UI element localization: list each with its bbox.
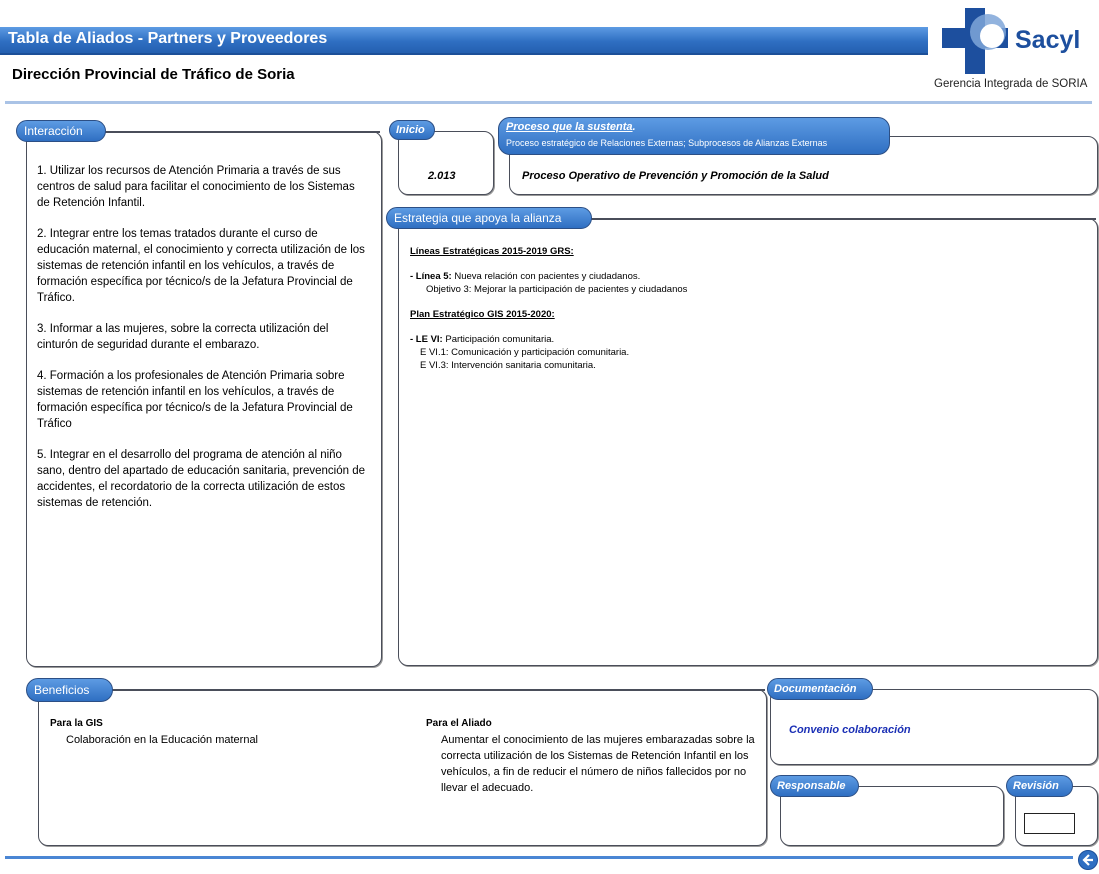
inicio-panel — [398, 131, 494, 195]
list-item: 5. Integrar en el desarrollo del programa de atención al niño sano, dentro del apartado de educación sanitaria, prevención de accidentes, el recordatorio de la correcta utilización de estos sistemas de retención. — [37, 449, 365, 509]
logo-text: Sacyl — [1015, 26, 1081, 54]
revision-field[interactable] — [1024, 813, 1075, 834]
inicio-value: 2.013 — [428, 170, 456, 182]
tab-inicio[interactable]: Inicio — [389, 120, 435, 140]
tab-revision[interactable]: Revisión — [1006, 775, 1073, 797]
tab-divider — [95, 131, 380, 133]
proceso-sub: Proceso estratégico de Relaciones Externas; Subprocesos de Alianzas Externas — [506, 138, 828, 148]
back-arrow-icon[interactable] — [1078, 850, 1098, 870]
list-item: 2. Integrar entre los temas tratados durante el curso de educación maternal, el conocimiento y correcta utilización de los sistemas de retención infantil en los vehículos, a través de formación específica por técnico/s de la Jefatura Provincial de Tráfico. — [37, 228, 365, 304]
tab-interaccion: Interacción — [16, 120, 106, 142]
title-bar — [0, 27, 928, 55]
tab-responsable[interactable]: Responsable — [770, 775, 859, 797]
tab-documentacion[interactable]: Documentación — [767, 678, 873, 700]
documentacion-value[interactable]: Convenio colaboración — [789, 724, 911, 736]
tab-estrategia: Estrategia que apoya la alianza — [386, 207, 592, 229]
tab-divider — [105, 689, 765, 691]
aliado-heading: Para el Aliado — [426, 718, 492, 729]
list-item: 1. Utilizar los recursos de Atención Primaria a través de sus centros de salud para facilitar el conocimiento de los Sistemas de Retención Infantil. — [37, 165, 355, 209]
estrategia-heading-plan: Plan Estratégico GIS 2015-2020: — [410, 309, 555, 320]
tab-divider — [585, 218, 1096, 220]
gis-text: Colaboración en la Educación maternal — [66, 734, 259, 746]
header-divider — [5, 101, 1092, 104]
aliado-text: Aumentar el conocimiento de las mujeres embarazadas sobre la correcta utilización de los Sistemas de Retención Infantil en los vehículos, a fin de reducir el número de niños fallecidos por no llevar el adecuado. — [441, 734, 755, 794]
list-item: 3. Informar a las mujeres, sobre la correcta utilización del cinturón de seguridad durante el embarazo. — [37, 323, 329, 351]
tab-beneficios: Beneficios — [26, 678, 113, 702]
logo-subtitle: Gerencia Integrada de SORIA — [934, 78, 1088, 90]
proceso-value: Proceso Operativo de Prevención y Promoción de la Salud — [522, 170, 829, 182]
interaccion-list — [37, 163, 367, 526]
list-item: 4. Formación a los profesionales de Atención Primaria sobre sistemas de retención infantil en los vehículos, a través de formación específica por técnico/s de la Jefatura Provincial de Tráfico — [37, 370, 353, 430]
estrategia-heading-lineas: Líneas Estratégicas 2015-2019 GRS: — [410, 246, 574, 257]
page-subtitle: Dirección Provincial de Tráfico de Soria — [12, 66, 295, 83]
estrategia-content: Líneas Estratégicas 2015-2019 GRS: - Línea 5: Nueva relación con pacientes y ciudadanos. Objetivo 3: Mejorar la participación de pacientes y ciudadanos Plan Estratégico GIS 2015-2020: - LE VI: Participación comunitaria. E VI.1: Comunicación y participación comunitaria. E VI.3: Intervención sanitaria comunitaria. — [410, 245, 1070, 372]
footer-divider — [5, 856, 1073, 859]
page-title: Tabla de Aliados - Partners y Proveedores — [8, 30, 328, 47]
tab-proceso[interactable]: Proceso que la sustenta. Proceso estratégico de Relaciones Externas; Subprocesos de Alianzas Externas — [498, 117, 890, 155]
gis-heading: Para la GIS — [50, 718, 103, 729]
sacyl-logo-icon — [940, 6, 1015, 76]
